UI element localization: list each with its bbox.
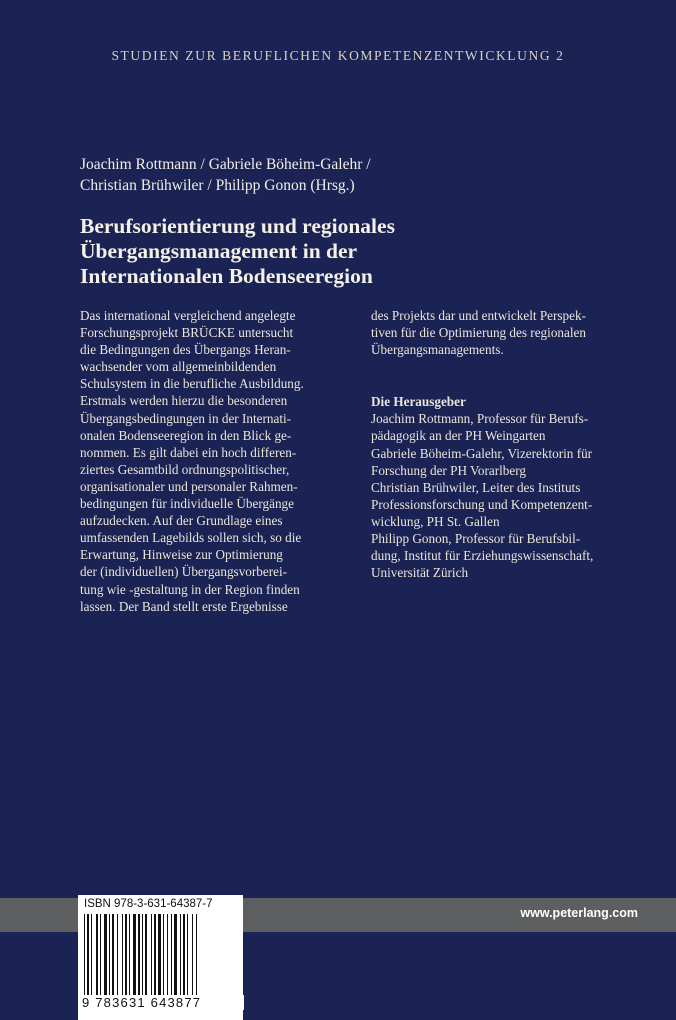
author-line: Christian Brühwiler / Philipp Gonon (Hrsg.) [80, 177, 355, 194]
text-line: Erwartung, Hinweise zur Optimierung [80, 547, 283, 563]
editor-line: Gabriele Böheim-Galehr, Vizerektorin für [371, 445, 593, 461]
barcode-stripe [125, 914, 127, 998]
barcode-stripe [145, 914, 147, 998]
title-line: Berufsorientierung und regionales [80, 214, 395, 238]
barcode-stripe [109, 914, 110, 998]
barcode-stripe [84, 914, 85, 998]
barcode-stripe [196, 914, 197, 998]
text-line: tung wie -gestaltung in der Region finden [80, 581, 300, 597]
editor-line: Professionsforschung und Kompetenzent- [371, 496, 593, 512]
text-line: der (individuellen) Übergangsvorberei- [80, 564, 288, 580]
editor-line: Forschung der PH Vorarlberg [371, 462, 526, 478]
text-line: nommen. Es gilt dabei ein hoch differen- [80, 444, 297, 460]
title-line: Internationalen Bodenseeregion [80, 264, 373, 288]
barcode-stripe [129, 914, 130, 998]
barcode-stripe [151, 914, 152, 998]
editor-line: Joachim Rottmann, Professor für Berufs- [371, 411, 589, 427]
barcode-stripe [183, 914, 185, 998]
author-list [80, 154, 371, 196]
text-line: umfassenden Lagebilds sollen sich, so die [80, 530, 302, 546]
series-title: STUDIEN ZUR BERUFLICHEN KOMPETENZENTWICKLUNG 2 [111, 48, 565, 63]
text-line: Das international vergleichend angelegte [80, 308, 296, 323]
text-line: onalen Bodenseeregion in den Blick ge- [80, 427, 292, 443]
text-line: bedingungen für individuelle Übergänge [80, 496, 294, 512]
barcode-stripe [100, 914, 101, 998]
author-line: Joachim Rottmann / Gabriele Böheim-Galehr / [80, 156, 371, 173]
barcode-stripe [122, 914, 123, 998]
editor-line: wicklung, PH St. Gallen [371, 513, 500, 529]
text-line: Erstmals werden hierzu die besonderen [80, 393, 288, 409]
text-line: lassen. Der Band stellt erste Ergebnisse [80, 598, 288, 614]
book-title [80, 214, 640, 289]
barcode-stripe [104, 914, 107, 998]
text-line: aufzudecken. Auf der Grundlage eines [80, 513, 283, 529]
barcode-stripe [154, 914, 156, 998]
barcode-stripe [87, 914, 89, 998]
barcode-panel [78, 895, 243, 1020]
barcode-stripe [180, 914, 181, 998]
barcode-stripe [138, 914, 140, 998]
barcode-stripe [187, 914, 188, 998]
barcode-stripe [158, 914, 161, 998]
editor-line: Universität Zürich [371, 565, 469, 581]
spacer [371, 358, 641, 393]
editor-line: dung, Institut für Erziehungswissenschaft, [371, 548, 594, 564]
text-line: Übergangsmanagements. [371, 342, 504, 358]
barcode-stripe [91, 914, 92, 998]
text-line: des Projekts dar und entwickelt Perspek- [371, 308, 586, 323]
text-line: organisationaler und personaler Rahmen- [80, 478, 298, 494]
editors-heading: Die Herausgeber [371, 394, 466, 410]
description-left-column [80, 307, 372, 615]
editor-line: pädagogik an der PH Weingarten [371, 428, 546, 444]
barcode-stripe [174, 914, 177, 998]
barcode-stripe [171, 914, 172, 998]
isbn-label: ISBN 978-3-631-64387-7 [84, 898, 213, 910]
barcode-stripe [163, 914, 164, 998]
barcode-stripe [167, 914, 168, 998]
barcode-stripe [192, 914, 193, 998]
text-line: Schulsystem in die berufliche Ausbildung. [80, 376, 304, 392]
barcode-stripe [112, 914, 114, 998]
barcode-stripe [142, 914, 143, 998]
title-line: Übergangsmanagement in der [80, 239, 358, 263]
text-line: die Bedingungen des Übergangs Heran- [80, 342, 291, 358]
text-line: Übergangsbedingungen in der Internati- [80, 410, 292, 426]
editor-line: Christian Brühwiler, Leiter des Instituts [371, 479, 581, 495]
text-line: wachsender vom allgemeinbildenden [80, 359, 277, 375]
text-line: tiven für die Optimierung des regionalen [371, 325, 586, 341]
publisher-website[interactable]: www.peterlang.com [520, 906, 638, 920]
editor-line: Philipp Gonon, Professor für Berufsbil- [371, 531, 581, 547]
barcode-stripe [117, 914, 118, 998]
text-line: Forschungsprojekt BRÜCKE untersucht [80, 325, 294, 341]
text-line: ziertes Gesamtbild ordnungspolitischer, [80, 461, 290, 477]
description-right-column [371, 307, 641, 581]
ean-number: 9 783631 643877 [80, 995, 244, 1010]
barcode-stripe [96, 914, 98, 998]
barcode-stripe [133, 914, 136, 998]
